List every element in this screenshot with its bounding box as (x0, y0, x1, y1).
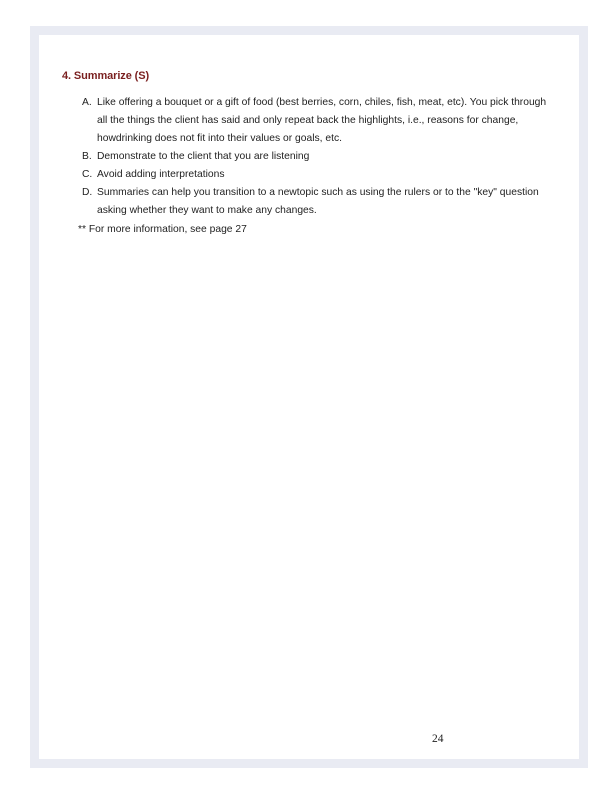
list-item-text: Like offering a bouquet or a gift of food (best berries, corn, chiles, fish, meat, etc). You pick through all the things the client has said and only repeat back the highlights, i.e., reasons for change, howdrinking does not fit into their values or goals, etc. (97, 97, 547, 144)
border-right-triangles (579, 26, 588, 768)
border-left-triangles (30, 26, 39, 768)
page-number: 24 (432, 733, 444, 745)
list-marker: B. (82, 151, 92, 162)
more-information-note: ** For more information, see page 27 (78, 224, 247, 235)
list-item-text: Summaries can help you transition to a newtopic such as using the rulers or to the "key" question asking whether they want to make any changes. (97, 187, 539, 216)
border-top-triangles (30, 26, 588, 35)
list-item-text: Avoid adding interpretations (97, 169, 225, 180)
list-marker: A. (82, 97, 92, 108)
list-item (82, 94, 552, 148)
border-bottom-triangles (30, 759, 588, 768)
list-marker: C. (82, 169, 93, 180)
list-item-text: Demonstrate to the client that you are listening (97, 151, 310, 162)
list-item (82, 166, 552, 184)
list-item (82, 148, 552, 166)
summary-list (82, 94, 552, 220)
section-heading: 4. Summarize (S) (62, 70, 150, 82)
page-content (62, 70, 552, 239)
list-marker: D. (82, 187, 93, 198)
list-item (82, 184, 552, 220)
